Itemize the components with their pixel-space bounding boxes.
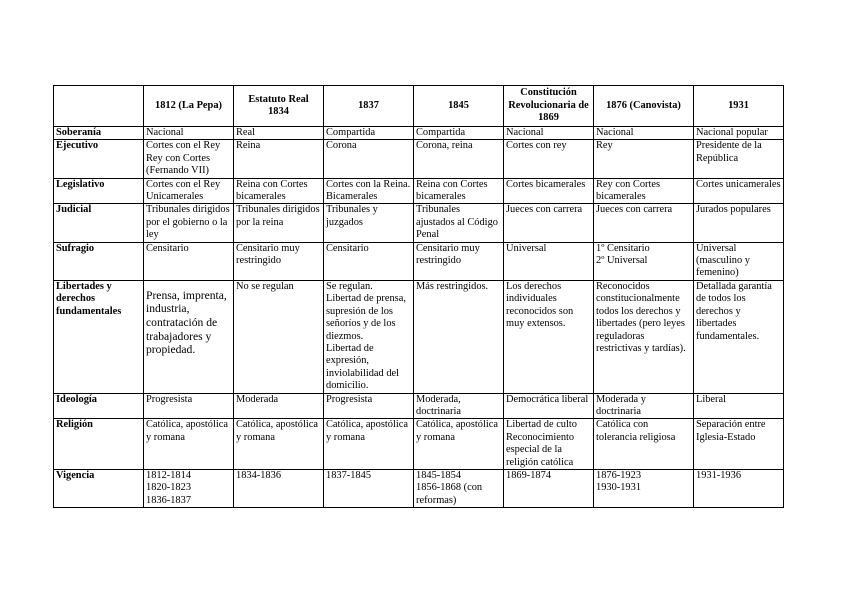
table-row	[54, 242, 784, 280]
table-cell	[234, 393, 324, 419]
table-cell	[414, 204, 504, 242]
table-cell	[234, 127, 324, 140]
table-cell	[504, 204, 594, 242]
cell-text: Jueces con carrera	[506, 204, 583, 216]
header-cell-1845: 1845	[414, 86, 504, 127]
cell-text: 1820-1823	[146, 482, 192, 494]
table-cell	[324, 469, 414, 507]
table-cell	[694, 393, 784, 419]
header-cell-1869: Constitución Revolucionaria de 1869	[504, 86, 594, 127]
table-cell	[234, 419, 324, 470]
table-row	[54, 204, 784, 242]
cell-text: Cortes con el Rey	[146, 178, 221, 190]
table-cell	[234, 204, 324, 242]
cell-text: Compartida	[416, 127, 466, 138]
cell-text: Se regulan.	[326, 280, 373, 292]
cell-text: Cortes bicamerales	[506, 178, 586, 190]
cell-text: Democrática liberal	[506, 393, 589, 405]
cell-text: Censitario	[326, 242, 369, 254]
header-cell-empty	[54, 86, 144, 127]
cell-text: Católica, apostólica y romana	[146, 419, 228, 443]
cell-text: 1845-1854	[416, 469, 462, 481]
table-cell	[414, 393, 504, 419]
cell-text: 1836-1837	[146, 494, 192, 506]
table-row	[54, 393, 784, 419]
row-label: Vigencia	[54, 469, 144, 507]
cell-text: Libertad de prensa, supresión de los señoríos y de los diezmos.	[326, 293, 406, 342]
header-cell-1876: 1876 (Canovista)	[594, 86, 694, 127]
table-row	[54, 127, 784, 140]
table-cell	[594, 393, 694, 419]
cell-text: Cortes con el Rey	[146, 140, 221, 152]
cell-text: Nacional	[506, 127, 544, 138]
table-cell	[594, 127, 694, 140]
table-row	[54, 469, 784, 507]
cell-text: 1931-1936	[696, 469, 742, 481]
cell-text: Libertad de expresión, inviolabilidad del domicilio.	[326, 342, 400, 392]
header-cell-1834: Estatuto Real 1834	[234, 86, 324, 127]
table-body	[54, 127, 784, 508]
table-cell	[694, 469, 784, 507]
table-cell	[234, 280, 324, 393]
table-cell	[324, 242, 414, 280]
constitutions-table	[53, 85, 784, 508]
cell-text: Reconocidos constitucionalmente todos los derechos y libertades (pero leyes reguladoras restrictivas y tardías).	[596, 280, 686, 354]
cell-text: 1º Censitario	[596, 242, 650, 254]
cell-text: Jurados populares	[696, 204, 771, 216]
cell-text: Tribunales ajustados al Código Penal	[416, 204, 498, 241]
table-row	[54, 419, 784, 470]
cell-text: Unicamerales	[146, 191, 204, 203]
table-cell	[414, 280, 504, 393]
table-cell	[414, 127, 504, 140]
table-cell	[234, 469, 324, 507]
cell-text: Corona, reina	[416, 140, 473, 152]
table-cell	[594, 419, 694, 470]
cell-text: Católica, apostólica y romana	[236, 419, 318, 443]
cell-text: Nacional popular	[696, 127, 768, 138]
cell-text: No se regulan	[236, 280, 294, 292]
table-cell	[234, 178, 324, 204]
cell-text: Jueces con carrera	[596, 204, 673, 216]
table-row	[54, 178, 784, 204]
row-label: Judicial	[54, 204, 144, 242]
cell-text: Nacional	[146, 127, 184, 138]
cell-text: Real	[236, 127, 256, 138]
row-label: Ideología	[54, 393, 144, 419]
cell-text: 1834-1836	[236, 469, 282, 481]
table-cell	[414, 419, 504, 470]
cell-text: 1812-1814	[146, 469, 192, 481]
cell-text: Reina	[236, 140, 261, 152]
row-label: Religión	[54, 419, 144, 470]
table-cell	[694, 242, 784, 280]
table-cell	[144, 127, 234, 140]
cell-text: Reina con Cortes bicamerales	[236, 178, 308, 203]
cell-text: Cortes con rey	[506, 140, 567, 152]
cell-text: Censitario muy restringido	[236, 242, 300, 267]
table-cell	[694, 140, 784, 178]
table-cell	[234, 140, 324, 178]
table-cell	[694, 127, 784, 140]
cell-text: Moderada	[236, 393, 279, 405]
cell-text: Cortes con la Reina.	[326, 178, 411, 190]
table-cell	[324, 204, 414, 242]
table-cell	[324, 127, 414, 140]
cell-text: Universal (masculino y femenino)	[696, 242, 750, 279]
header-row	[54, 86, 784, 127]
cell-text: Rey con Cortes (Fernando VII)	[146, 152, 211, 177]
table-cell	[694, 419, 784, 470]
table-cell	[504, 178, 594, 204]
table-cell	[594, 204, 694, 242]
cell-text: Presidente de la República	[696, 140, 762, 164]
table-cell	[414, 469, 504, 507]
row-label: Soberanía	[54, 127, 144, 140]
table-cell	[594, 140, 694, 178]
cell-text: Prensa, imprenta, industria, contratación de trabajadores y propiedad.	[146, 288, 227, 357]
header-cell-1931: 1931	[694, 86, 784, 127]
table-cell	[594, 178, 694, 204]
cell-text: Progresista	[326, 393, 373, 405]
cell-text: Tribunales dirigidos por el gobierno o la ley	[146, 204, 230, 241]
table-cell	[594, 469, 694, 507]
cell-text: 1930-1931	[596, 482, 642, 494]
cell-text: 1876-1923	[596, 469, 642, 481]
row-label: Legislativo	[54, 178, 144, 204]
cell-text: Más restringidos.	[416, 280, 489, 292]
table-row	[54, 140, 784, 178]
cell-text: Bicamerales	[326, 191, 378, 203]
table-row	[54, 280, 784, 393]
cell-text: Rey	[596, 140, 613, 152]
table-cell	[504, 469, 594, 507]
cell-text: Nacional	[596, 127, 634, 138]
cell-text: 1869-1874	[506, 469, 552, 481]
table-cell	[144, 178, 234, 204]
cell-text: Tribunales dirigidos por la reina	[236, 204, 320, 228]
table-cell	[504, 280, 594, 393]
cell-text: Censitario	[146, 242, 189, 254]
cell-text: Tribunales y juzgados	[326, 204, 378, 228]
cell-text: Separación entre Iglesia-Estado	[696, 419, 766, 443]
table-cell	[144, 469, 234, 507]
table-cell	[504, 140, 594, 178]
cell-text: 1856-1868 (con reformas)	[416, 482, 483, 506]
table-cell	[414, 178, 504, 204]
table-cell	[144, 204, 234, 242]
cell-text: Corona	[326, 140, 357, 152]
table-cell	[324, 178, 414, 204]
cell-text: Libertad de culto	[506, 419, 577, 431]
table-cell	[144, 393, 234, 419]
cell-text: Católica, apostólica y romana	[326, 419, 408, 443]
table-cell	[324, 140, 414, 178]
cell-text: Rey con Cortes bicamerales	[596, 178, 661, 203]
cell-text: Cortes unicamerales	[696, 178, 781, 190]
cell-text: Moderada y doctrinaria	[596, 393, 646, 417]
cell-text: 1837-1845	[326, 469, 372, 481]
row-label: Libertades y derechos fundamentales	[54, 280, 144, 393]
table-cell	[144, 419, 234, 470]
cell-text: Los derechos individuales reconocidos son muy extensos.	[506, 280, 574, 330]
cell-text: 2º Universal	[596, 255, 648, 267]
table-cell	[594, 242, 694, 280]
table-cell	[594, 280, 694, 393]
table-cell	[504, 127, 594, 140]
table-cell	[144, 280, 234, 393]
table-cell	[234, 242, 324, 280]
table-cell	[144, 242, 234, 280]
cell-text: Moderada, doctrinaria	[416, 393, 462, 417]
table-cell	[414, 140, 504, 178]
table-cell	[504, 419, 594, 470]
table-cell	[504, 242, 594, 280]
cell-text: Universal	[506, 242, 547, 254]
table-cell	[694, 204, 784, 242]
table-cell	[414, 242, 504, 280]
header-cell-1812: 1812 (La Pepa)	[144, 86, 234, 127]
cell-text: Católica, apostólica y romana	[416, 419, 498, 443]
cell-text: Reina con Cortes bicamerales	[416, 178, 488, 203]
row-label: Ejecutivo	[54, 140, 144, 178]
cell-text: Católica con tolerancia religiosa	[596, 419, 676, 443]
cell-text: Liberal	[696, 393, 726, 405]
row-label: Sufragio	[54, 242, 144, 280]
table-cell	[694, 280, 784, 393]
table-cell	[324, 393, 414, 419]
table-cell	[504, 393, 594, 419]
header-cell-1837: 1837	[324, 86, 414, 127]
cell-text: Censitario muy restringido	[416, 242, 480, 267]
cell-text: Compartida	[326, 127, 376, 138]
table-cell	[694, 178, 784, 204]
table-cell	[324, 280, 414, 393]
cell-text: Detallada garantía de todos los derechos y libertades fundamentales.	[696, 280, 772, 342]
table-cell	[324, 419, 414, 470]
cell-text: Reconocimiento especial de la religión católica	[506, 431, 575, 468]
cell-text: Progresista	[146, 393, 193, 405]
table-cell	[144, 140, 234, 178]
